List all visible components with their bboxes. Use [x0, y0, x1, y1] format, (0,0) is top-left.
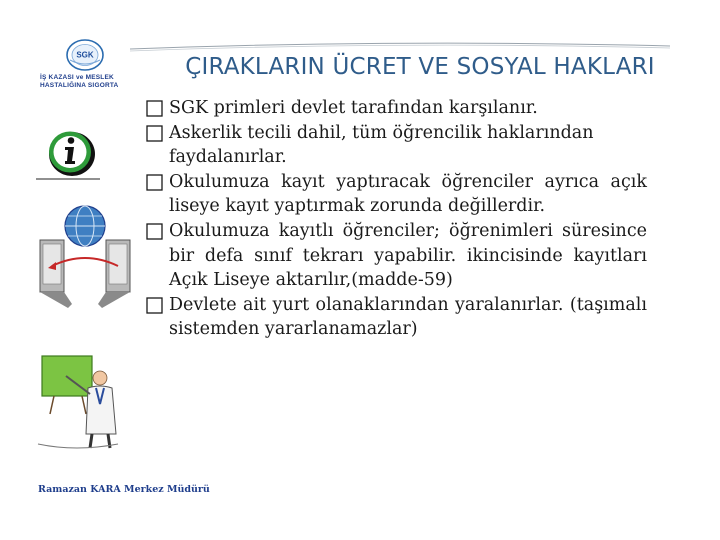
bullet-text: Okulumuza kayıt yaptıracak öğrenciler ayrıca açık liseye kayıt yaptırmak zorunda değillerdir.	[169, 171, 647, 217]
missing-glyph-bullet-icon	[146, 223, 163, 240]
list-item	[146, 121, 647, 170]
bullet-list	[146, 96, 647, 342]
teacher-board-icon	[36, 354, 120, 450]
bullet-text: Okulumuza kayıtlı öğrenciler; öğrenimleri süresince bir defa sınıf tekrarı yapabilir. ikincisinde kayıtları Açık Liseye aktarılır,(madde-59)	[169, 220, 647, 291]
missing-glyph-bullet-icon	[146, 125, 163, 142]
footer-author: Ramazan KARA Merkez Müdürü	[38, 484, 210, 495]
bullet-text: Devlete ait yurt olanaklarından yaralanırlar. (taşımalı sistemden yararlanamazlar)	[169, 294, 647, 340]
bullet-text: SGK primleri devlet tarafından karşılanır.	[169, 98, 538, 118]
computer-network-icon	[38, 200, 132, 308]
logo-caption	[40, 74, 132, 90]
info-icon	[36, 128, 100, 184]
missing-glyph-bullet-icon	[146, 174, 163, 191]
logo-caption-line1: İŞ KAZASI ve MESLEK	[40, 74, 114, 81]
list-item	[146, 170, 647, 219]
list-item	[146, 96, 647, 121]
sgk-logo	[40, 38, 132, 98]
page-title: ÇIRAKLARIN ÜCRET VE SOSYAL HAKLARI	[185, 54, 655, 80]
list-item	[146, 219, 647, 293]
bullet-text: Askerlik tecili dahil, tüm öğrencilik haklarından faydalanırlar.	[169, 122, 594, 168]
missing-glyph-bullet-icon	[146, 100, 163, 117]
list-item	[146, 293, 647, 342]
sgk-logo-mark-text: SGK	[76, 50, 94, 60]
logo-caption-line2: HASTALIĞINA SIGORTA	[40, 82, 119, 89]
missing-glyph-bullet-icon	[146, 297, 163, 314]
sgk-logo-icon	[62, 38, 108, 72]
title-decor-lines	[130, 40, 670, 52]
